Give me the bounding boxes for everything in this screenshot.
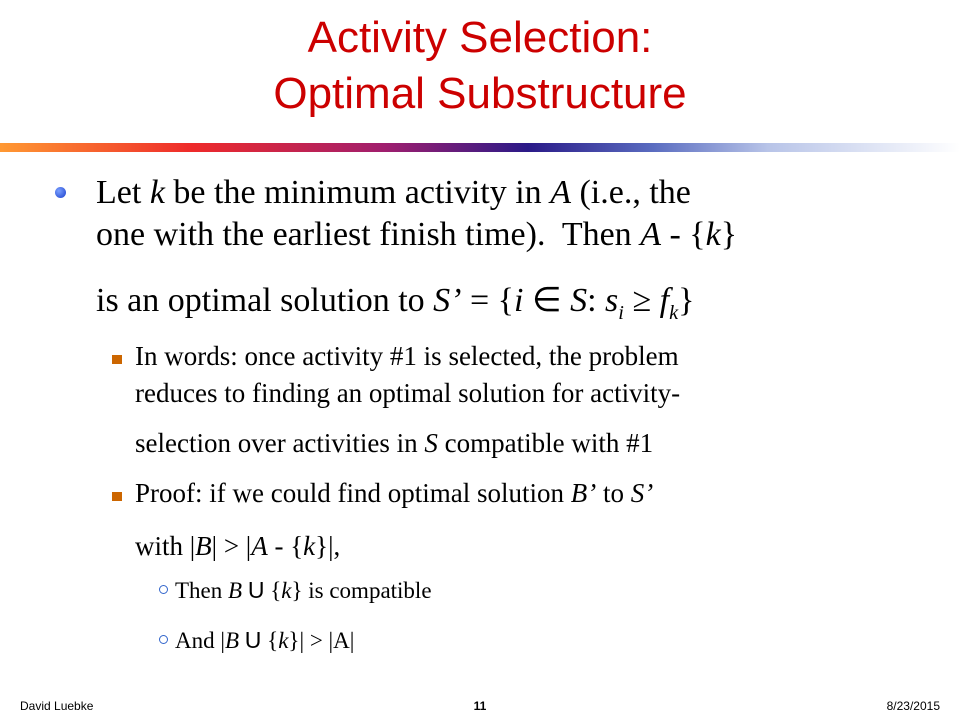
sub-bullet-1-line-3: selection over activities in S compatible with #1 (135, 428, 654, 458)
square-bullet-icon (112, 492, 122, 501)
sub-bullet-1-line-2: reduces to finding an optimal solution for activity- (135, 378, 681, 408)
title-divider (0, 143, 960, 152)
slide-title (0, 10, 960, 122)
main-bullet-line-1: Let k be the minimum activity in A (i.e., the (96, 174, 691, 211)
sub-bullet-2-line-1: Proof: if we could find optimal solution B’ to S’ (135, 478, 654, 508)
circle-bullet-icon (159, 585, 168, 594)
footer-date: 8/23/2015 (886, 699, 940, 713)
sub-sub-bullet-2: And |B U {k}| > |A| (175, 627, 355, 653)
round-bullet-icon (55, 187, 66, 198)
main-bullet-line-2: one with the earliest finish time). Then A - {k} (96, 216, 738, 253)
sub-bullet-1-line-1: In words: once activity #1 is selected, the problem (135, 341, 679, 371)
sub-sub-bullet-1: Then B U {k} is compatible (175, 577, 432, 603)
main-bullet-line-3: is an optimal solution to S’ = {i ∈ S: $s_i \ge f_k$} (96, 282, 695, 324)
circle-bullet-icon (159, 635, 168, 644)
title-line-2: Optimal Substructure (273, 69, 687, 118)
square-bullet-icon (112, 355, 122, 364)
sub-bullet-2-line-2: with |B| > |A - {k}|, (135, 531, 341, 561)
footer-author: David Luebke (20, 699, 94, 713)
footer-page-number: 11 (473, 699, 487, 713)
title-line-1: Activity Selection: (307, 13, 653, 62)
